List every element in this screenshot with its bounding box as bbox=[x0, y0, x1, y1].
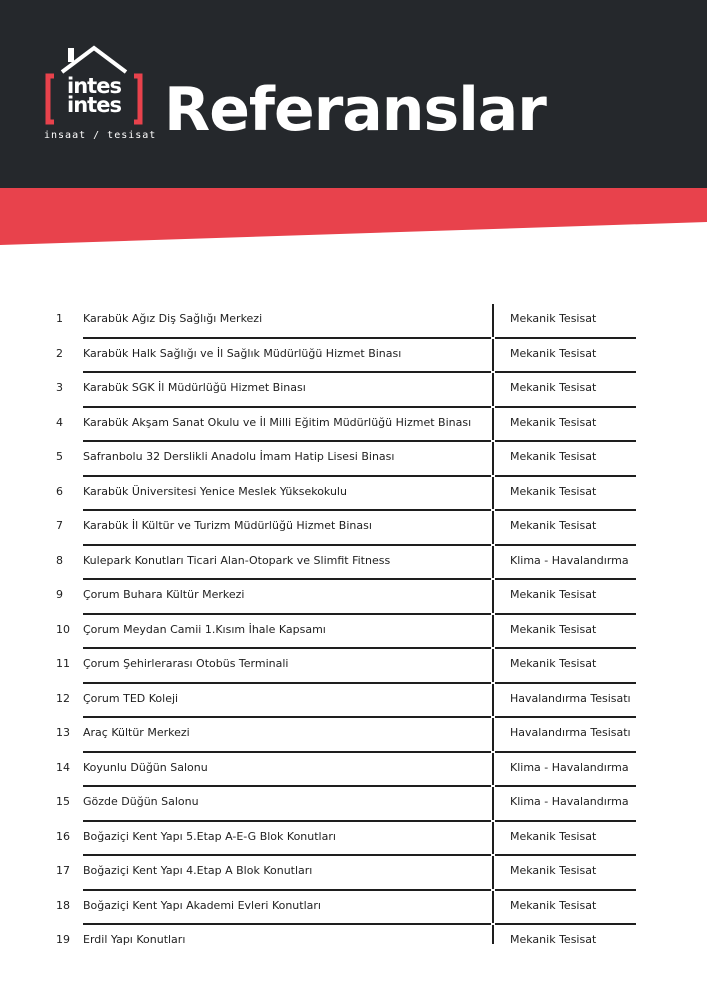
table-row bbox=[0, 546, 707, 581]
table-row bbox=[0, 684, 707, 719]
row-number: 19 bbox=[56, 933, 70, 946]
logo-tagline: insaat / tesisat bbox=[44, 130, 157, 141]
work-type: Havalandırma Tesisatı bbox=[510, 691, 631, 705]
work-type: Mekanik Tesisat bbox=[510, 484, 597, 498]
work-type: Mekanik Tesisat bbox=[510, 933, 597, 946]
row-number: 9 bbox=[56, 588, 63, 601]
project-name: Boğaziçi Kent Yapı 5.Etap A-E-G Blok Konutları bbox=[83, 829, 336, 843]
page-title: Referanslar bbox=[164, 75, 546, 145]
table-row bbox=[0, 615, 707, 650]
table-row bbox=[0, 442, 707, 477]
project-name: Koyunlu Düğün Salonu bbox=[83, 760, 208, 774]
project-name: Karabük SGK İl Müdürlüğü Hizmet Binası bbox=[83, 381, 306, 394]
table-row bbox=[0, 580, 707, 615]
row-number: 11 bbox=[56, 657, 70, 670]
project-name: Erdil Yapı Konutları bbox=[83, 933, 186, 946]
work-type: Mekanik Tesisat bbox=[510, 898, 597, 912]
project-name: Gözde Düğün Salonu bbox=[83, 795, 199, 808]
work-type: Mekanik Tesisat bbox=[510, 415, 597, 429]
project-name: Karabük Akşam Sanat Okulu ve İl Milli Eğitim Müdürlüğü Hizmet Binası bbox=[83, 415, 472, 429]
table-row bbox=[0, 477, 707, 512]
row-number: 17 bbox=[56, 864, 70, 877]
table-row bbox=[0, 511, 707, 546]
row-number: 6 bbox=[56, 484, 63, 498]
work-type: Mekanik Tesisat bbox=[510, 829, 597, 843]
project-name: Çorum Buhara Kültür Merkezi bbox=[83, 588, 245, 601]
row-number: 7 bbox=[56, 519, 63, 532]
project-name: Çorum Şehirlerarası Otobüs Terminali bbox=[83, 657, 289, 670]
project-name: Araç Kültür Merkezi bbox=[83, 726, 190, 739]
table-row bbox=[0, 718, 707, 753]
work-type: Mekanik Tesisat bbox=[510, 346, 597, 360]
table-row bbox=[0, 304, 707, 339]
table-row bbox=[0, 373, 707, 408]
work-type: Klima - Havalandırma bbox=[510, 553, 629, 567]
row-number: 4 bbox=[56, 415, 63, 429]
work-type: Mekanik Tesisat bbox=[510, 622, 597, 636]
table-row bbox=[0, 649, 707, 684]
row-number: 2 bbox=[56, 346, 63, 360]
table-row bbox=[0, 891, 707, 926]
project-name: Boğaziçi Kent Yapı Akademi Evleri Konutları bbox=[83, 898, 321, 912]
table-row bbox=[0, 787, 707, 822]
row-number: 5 bbox=[56, 450, 63, 463]
work-type: Mekanik Tesisat bbox=[510, 381, 597, 394]
row-number: 14 bbox=[56, 760, 70, 774]
row-number: 1 bbox=[56, 312, 63, 325]
project-name: Karabük Halk Sağlığı ve İl Sağlık Müdürlüğü Hizmet Binası bbox=[83, 346, 402, 360]
row-number: 16 bbox=[56, 829, 70, 843]
header-red-band bbox=[0, 188, 707, 245]
work-type: Mekanik Tesisat bbox=[510, 588, 597, 601]
references-table bbox=[0, 304, 707, 960]
work-type: Mekanik Tesisat bbox=[510, 519, 597, 532]
page-header bbox=[0, 0, 707, 250]
table-row bbox=[0, 408, 707, 443]
table-row bbox=[0, 925, 707, 960]
work-type: Klima - Havalandırma bbox=[510, 760, 629, 774]
project-name: Çorum TED Koleji bbox=[83, 691, 179, 705]
row-number: 18 bbox=[56, 898, 70, 912]
work-type: Havalandırma Tesisatı bbox=[510, 726, 631, 739]
work-type: Mekanik Tesisat bbox=[510, 450, 597, 463]
row-number: 8 bbox=[56, 553, 63, 567]
row-number: 3 bbox=[56, 381, 63, 394]
project-name: Çorum Meydan Camii 1.Kısım İhale Kapsamı bbox=[83, 622, 326, 636]
row-number: 15 bbox=[56, 795, 70, 808]
work-type: Mekanik Tesisat bbox=[510, 312, 597, 325]
table-row bbox=[0, 822, 707, 857]
project-name: Karabük Ağız Diş Sağlığı Merkezi bbox=[83, 312, 263, 325]
row-number: 12 bbox=[56, 691, 70, 705]
row-number: 10 bbox=[56, 622, 70, 636]
project-name: Karabük Üniversitesi Yenice Meslek Yüksekokulu bbox=[83, 484, 347, 498]
table-row bbox=[0, 856, 707, 891]
table-row bbox=[0, 753, 707, 788]
company-logo bbox=[44, 44, 157, 148]
project-name: Safranbolu 32 Derslikli Anadolu İmam Hatip Lisesi Binası bbox=[83, 450, 395, 463]
project-name: Karabük İl Kültür ve Turizm Müdürlüğü Hizmet Binası bbox=[83, 519, 372, 532]
table-row bbox=[0, 339, 707, 374]
work-type: Mekanik Tesisat bbox=[510, 864, 597, 877]
project-name: Kulepark Konutları Ticari Alan-Otopark ve Slimfit Fitness bbox=[83, 553, 391, 567]
work-type: Mekanik Tesisat bbox=[510, 657, 597, 670]
work-type: Klima - Havalandırma bbox=[510, 795, 629, 808]
row-number: 13 bbox=[56, 726, 70, 739]
project-name: Boğaziçi Kent Yapı 4.Etap A Blok Konutları bbox=[83, 864, 313, 877]
logo-word-bottom: intes bbox=[67, 93, 121, 117]
logo-word-top: intes bbox=[67, 74, 121, 98]
